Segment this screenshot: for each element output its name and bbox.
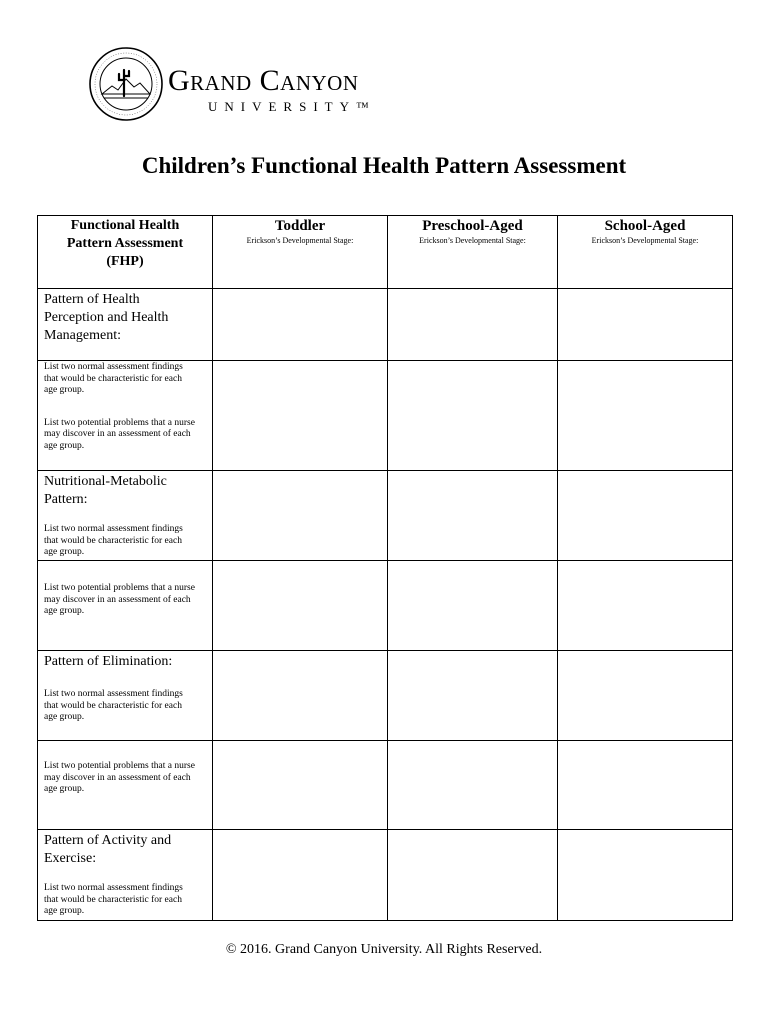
section-health-perception-label	[38, 289, 213, 361]
answer-cell[interactable]	[558, 830, 733, 921]
section-elimination-prompts	[38, 741, 213, 830]
copyright-footer: © 2016. Grand Canyon University. All Rights Reserved.	[225, 942, 543, 957]
prompt-line: age group.	[44, 712, 85, 722]
prompt-line: List two normal assessment findings	[44, 883, 183, 893]
header-school	[558, 216, 733, 289]
column-title: Preschool-Aged	[422, 218, 523, 234]
prompt-potential-problems	[38, 397, 212, 453]
wordmark-grand-canyon: Grand Canyon	[168, 64, 359, 97]
pattern-title	[38, 471, 212, 509]
prompt-line: that would be characteristic for each	[44, 894, 182, 905]
answer-cell[interactable]	[388, 361, 558, 471]
prompt-line: may discover in an assessment of each	[44, 772, 191, 783]
page-title: Children’s Functional Health Pattern Assessment	[141, 153, 627, 178]
assessment-table	[37, 215, 733, 921]
section-nutritional-metabolic-label	[38, 471, 213, 561]
pattern-title	[38, 289, 212, 345]
header-fhp-line: Functional Health	[70, 218, 180, 233]
prompt-line: age group.	[44, 385, 85, 395]
section-nutritional-metabolic-prompts	[38, 561, 213, 651]
answer-cell[interactable]	[213, 651, 388, 741]
table-row	[38, 830, 733, 921]
answer-cell[interactable]	[213, 830, 388, 921]
column-title: Toddler	[274, 218, 326, 234]
pattern-title-line: Perception and Health	[44, 310, 169, 325]
answer-cell[interactable]	[213, 289, 388, 361]
prompt-line: age group.	[44, 606, 85, 616]
prompt-line: that would be characteristic for each	[44, 700, 182, 711]
prompt-normal-findings	[38, 671, 212, 724]
header-toddler	[213, 216, 388, 289]
table-row	[38, 361, 733, 471]
column-title: School-Aged	[604, 218, 686, 234]
answer-cell[interactable]	[213, 471, 388, 561]
answer-cell[interactable]	[388, 830, 558, 921]
answer-cell[interactable]	[388, 289, 558, 361]
header-fhp-line: Pattern Assessment	[66, 236, 184, 251]
stage-label: Erickson’s Developmental Stage:	[419, 236, 526, 245]
pattern-title	[38, 830, 212, 868]
prompt-normal-findings	[38, 868, 212, 918]
answer-cell[interactable]	[558, 361, 733, 471]
prompt-normal-findings	[38, 509, 212, 559]
answer-cell[interactable]	[213, 741, 388, 830]
prompt-line: List two normal assessment findings	[44, 524, 183, 534]
table-row	[38, 741, 733, 830]
prompt-line: age group.	[44, 440, 85, 451]
prompt-line: List two normal assessment findings	[44, 362, 183, 372]
pattern-title-line: Exercise:	[44, 851, 97, 866]
answer-cell[interactable]	[213, 561, 388, 651]
answer-cell[interactable]	[388, 561, 558, 651]
answer-cell[interactable]	[558, 651, 733, 741]
prompt-line: age group.	[44, 906, 85, 916]
answer-cell[interactable]	[558, 741, 733, 830]
table-row	[38, 561, 733, 651]
section-health-perception-prompts	[38, 361, 213, 471]
prompt-line: age group.	[44, 547, 85, 557]
prompt-line: List two potential problems that a nurse	[44, 583, 195, 593]
pattern-title-line: Pattern:	[44, 492, 88, 507]
university-logo	[88, 46, 408, 122]
pattern-title-line: Pattern of Health	[44, 292, 140, 307]
prompt-line: may discover in an assessment of each	[44, 594, 191, 605]
prompt-line: that would be characteristic for each	[44, 535, 182, 546]
answer-cell[interactable]	[388, 651, 558, 741]
header-fhp-line: (FHP)	[106, 254, 144, 269]
prompt-line: may discover in an assessment of each	[44, 429, 191, 439]
answer-cell[interactable]	[558, 561, 733, 651]
section-elimination-label	[38, 651, 213, 741]
prompt-line: List two potential problems that a nurse	[44, 417, 195, 428]
answer-cell[interactable]	[213, 361, 388, 471]
table-header-row	[38, 216, 733, 289]
pattern-title	[38, 651, 212, 671]
prompt-line: List two potential problems that a nurse	[44, 761, 195, 771]
wordmark-university: UNIVERSITY™	[208, 99, 376, 114]
prompt-potential-problems	[38, 561, 212, 618]
table-row	[38, 471, 733, 561]
header-preschool	[388, 216, 558, 289]
prompt-potential-problems	[38, 741, 212, 796]
pattern-title-line: Nutritional-Metabolic	[44, 474, 167, 489]
prompt-line: List two normal assessment findings	[44, 689, 183, 699]
stage-label: Erickson’s Developmental Stage:	[591, 236, 699, 245]
table-row	[38, 289, 733, 361]
table-row	[38, 651, 733, 741]
prompt-line: age group.	[44, 784, 85, 794]
pattern-title-line: Management:	[44, 328, 121, 343]
pattern-title-line: Pattern of Activity and	[44, 833, 172, 848]
prompt-line: that would be characteristic for each	[44, 373, 182, 384]
answer-cell[interactable]	[388, 741, 558, 830]
stage-label: Erickson’s Developmental Stage:	[246, 236, 354, 245]
university-seal-icon	[88, 46, 164, 122]
answer-cell[interactable]	[558, 289, 733, 361]
header-fhp	[38, 216, 213, 289]
prompt-normal-findings	[38, 361, 212, 397]
answer-cell[interactable]	[558, 471, 733, 561]
section-activity-exercise-label	[38, 830, 213, 921]
answer-cell[interactable]	[388, 471, 558, 561]
pattern-title-line: Pattern of Elimination:	[44, 654, 173, 669]
